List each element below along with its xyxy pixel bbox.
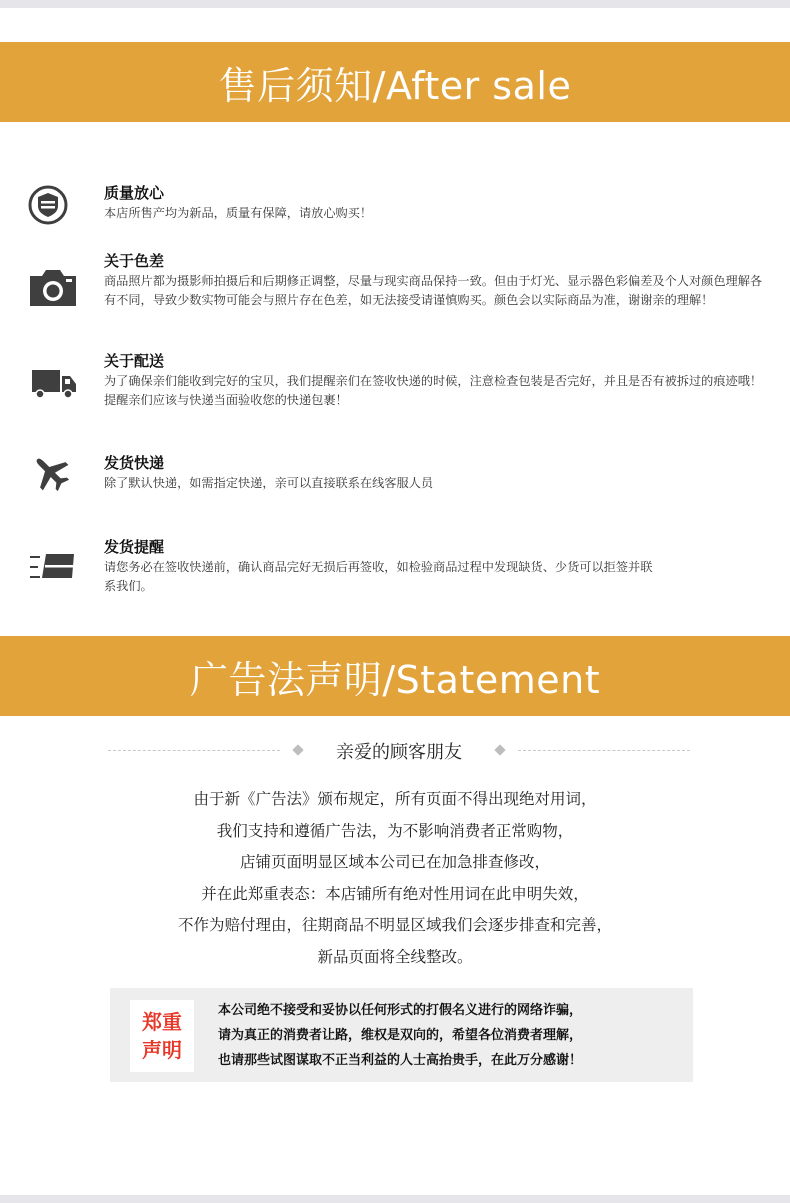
statement-line: 店铺页面明显区域本公司已在加急排查修改， xyxy=(239,853,550,871)
statement-text xyxy=(0,784,790,973)
notice-line: 请为真正的消费者让路，维权是双向的，希望各位消费者理解， xyxy=(218,1028,583,1043)
fast-box-icon xyxy=(28,546,80,590)
greeting-title: 亲爱的顾客朋友 xyxy=(336,742,462,763)
greeting-divider xyxy=(108,738,690,764)
statement-heading: 广告法声明/Statement xyxy=(189,657,601,702)
solemn-notice-box xyxy=(110,988,693,1082)
after-sale-heading: 售后须知/After sale xyxy=(218,63,572,108)
airplane-icon xyxy=(28,452,80,496)
statement-line: 不作为赔付理由，往期商品不明显区域我们会逐步排查和完善， xyxy=(177,916,612,934)
item-body: 为了确保亲们能收到完好的宝贝，我们提醒亲们在签收快递的时候，注意检查包装是否完好，并且是否有被拆过的痕迹哦！提醒亲们应该与快递当面验收您的快递包裹！ xyxy=(104,374,763,407)
notice-text xyxy=(218,998,688,1073)
truck-icon xyxy=(28,364,80,408)
shield-icon xyxy=(28,184,80,228)
statement-banner xyxy=(0,636,790,716)
bottom-divider-strip xyxy=(0,1195,790,1203)
item-body: 本店所售产均为新品，质量有保障，请放心购买！ xyxy=(104,206,373,220)
item-title: 关于色差 xyxy=(104,252,165,270)
notice-line: 本公司绝不接受和妥协以任何形式的打假名义进行的网络诈骗， xyxy=(218,1003,583,1018)
notice-line: 也请那些试图谋取不正当利益的人士高抬贵手，在此万分感谢！ xyxy=(218,1053,583,1068)
statement-line: 由于新《广告法》颁布规定，所有页面不得出现绝对用词， xyxy=(193,790,597,808)
statement-line: 新品页面将全线整改。 xyxy=(317,947,473,966)
statement-line: 我们支持和遵循广告法，为不影响消费者正常购物， xyxy=(216,821,574,840)
solemn-stamp xyxy=(130,1000,194,1072)
item-body: 商品照片都为摄影师拍摄后和后期修正调整，尽量与现实商品保持一致。但由于灯光、显示器色彩偏差及个人对颜色理解各有不同，导致少数实物可能会与照片存在色差，如无法接受请谨慎购买。颜色会以实际商品为准，谢谢亲的理解！ xyxy=(104,274,763,307)
stamp-line: 郑重 xyxy=(142,1010,182,1034)
item-body: 除了默认快递，如需指定快递，亲可以直接联系在线客服人员 xyxy=(104,476,434,490)
dashed-line-right xyxy=(518,750,690,751)
camera-icon xyxy=(28,264,80,308)
statement-line: 并在此郑重表态：本店铺所有绝对性用词在此申明失效， xyxy=(201,884,589,903)
item-title: 发货提醒 xyxy=(104,538,165,556)
item-body: 请您务必在签收快递前，确认商品完好无损后再签收，如检验商品过程中发现缺货、少货可以拒签并联系我们。 xyxy=(104,560,653,593)
item-title: 关于配送 xyxy=(104,352,165,370)
stamp-line: 声明 xyxy=(142,1038,182,1062)
item-title: 质量放心 xyxy=(104,184,165,202)
after-sale-banner xyxy=(0,42,790,122)
item-title: 发货快递 xyxy=(104,454,165,472)
top-divider-strip xyxy=(0,0,790,8)
